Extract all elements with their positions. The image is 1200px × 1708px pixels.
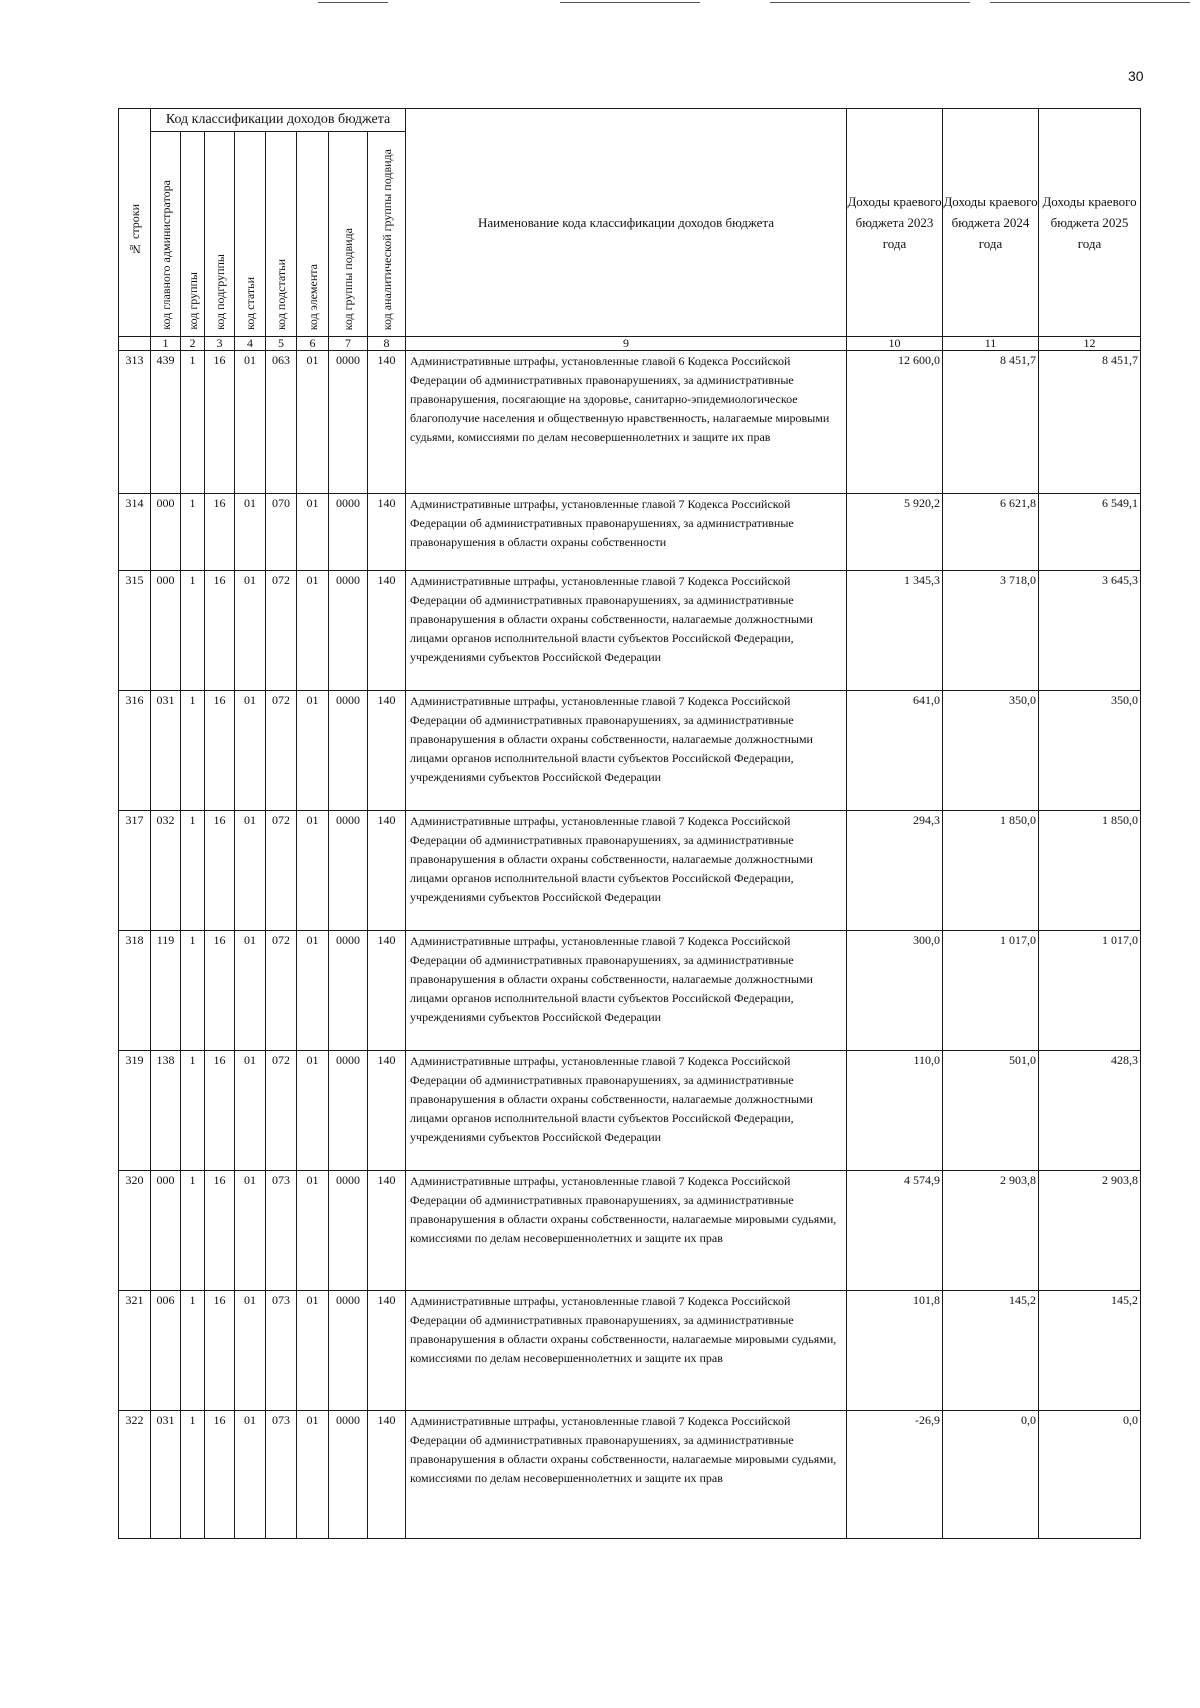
table-header-row [119, 109, 1141, 132]
subarticle-code-cell: 063 [266, 351, 297, 494]
group-code-cell: 1 [181, 1171, 205, 1291]
group-code-cell: 1 [181, 811, 205, 931]
income-2024-cell: 501,0 [943, 1051, 1039, 1171]
row-number-cell: 320 [119, 1171, 151, 1291]
income-name-cell: Административные штрафы, установленные главой 7 Кодекса Российской Федерации об административных правонарушениях, за административные правонарушения в области охраны собственности, налагаемые должностными лицами органов исполнительной власти субъектов Российской Федерации, учреждениями субъектов Российской Федерации [406, 931, 847, 1051]
header-income-2024: Доходы краевого бюджета 2024 года [943, 109, 1039, 337]
subtype-group-code-cell: 0000 [329, 1051, 368, 1171]
table-row [119, 811, 1141, 931]
income-2025-cell: 3 645,3 [1039, 571, 1141, 691]
column-number-cell: 7 [329, 337, 368, 351]
subarticle-code-cell: 073 [266, 1171, 297, 1291]
header-article-code-label: код статьи [243, 277, 257, 330]
group-code-cell: 1 [181, 931, 205, 1051]
header-element-code [297, 132, 329, 337]
admin-code-cell: 000 [151, 571, 181, 691]
income-2023-cell: 4 574,9 [847, 1171, 943, 1291]
header-group-code-label: код группы [185, 272, 200, 330]
analytic-group-code-cell: 140 [368, 691, 406, 811]
admin-code-cell: 000 [151, 494, 181, 571]
column-number-cell: 12 [1039, 337, 1141, 351]
subgroup-code-cell: 16 [205, 811, 235, 931]
analytic-group-code-cell: 140 [368, 571, 406, 691]
header-row-number-label: № строки [127, 204, 142, 256]
admin-code-cell: 006 [151, 1291, 181, 1411]
column-number-cell: 10 [847, 337, 943, 351]
admin-code-cell: 119 [151, 931, 181, 1051]
article-code-cell: 01 [235, 931, 266, 1051]
income-2024-cell: 1 017,0 [943, 931, 1039, 1051]
income-2023-cell: 300,0 [847, 931, 943, 1051]
article-code-cell: 01 [235, 571, 266, 691]
income-2023-cell: 110,0 [847, 1051, 943, 1171]
subtype-group-code-cell: 0000 [329, 494, 368, 571]
header-row-number [119, 109, 151, 337]
scan-edge-line [560, 2, 700, 3]
subgroup-code-cell: 16 [205, 691, 235, 811]
income-2025-cell: 0,0 [1039, 1411, 1141, 1539]
subtype-group-code-cell: 0000 [329, 1411, 368, 1539]
group-code-cell: 1 [181, 691, 205, 811]
income-2025-cell: 350,0 [1039, 691, 1141, 811]
admin-code-cell: 031 [151, 691, 181, 811]
income-2024-cell: 6 621,8 [943, 494, 1039, 571]
column-number-cell: 4 [235, 337, 266, 351]
table-row [119, 691, 1141, 811]
subarticle-code-cell: 072 [266, 931, 297, 1051]
income-name-cell: Административные штрафы, установленные главой 7 Кодекса Российской Федерации об административных правонарушениях, за административные правонарушения в области охраны собственности, налагаемые мировыми судьями, комиссиями по делам несовершеннолетних и защите их прав [406, 1411, 847, 1539]
subtype-group-code-cell: 0000 [329, 691, 368, 811]
analytic-group-code-cell: 140 [368, 494, 406, 571]
group-code-cell: 1 [181, 494, 205, 571]
group-code-cell: 1 [181, 1051, 205, 1171]
column-number-cell: 2 [181, 337, 205, 351]
table-row [119, 1411, 1141, 1539]
income-2024-cell: 3 718,0 [943, 571, 1039, 691]
header-subgroup-code-label: код подгруппы [212, 254, 227, 330]
subtype-group-code-cell: 0000 [329, 1171, 368, 1291]
analytic-group-code-cell: 140 [368, 811, 406, 931]
column-number-row [119, 337, 1141, 351]
header-analytic-group-code [368, 132, 406, 337]
income-name-cell: Административные штрафы, установленные главой 6 Кодекса Российской Федерации об административных правонарушениях, за административные правонарушения, посягающие на здоровье, санитарно-эпидемиологическое благополучие населения и общественную нравственность, налагаемые мировыми судьями, комиссиями по делам несовершеннолетних и защите их прав [406, 351, 847, 494]
subarticle-code-cell: 072 [266, 811, 297, 931]
group-code-cell: 1 [181, 571, 205, 691]
income-2023-cell: -26,9 [847, 1411, 943, 1539]
row-number-cell: 319 [119, 1051, 151, 1171]
analytic-group-code-cell: 140 [368, 1411, 406, 1539]
income-2025-cell: 1 850,0 [1039, 811, 1141, 931]
income-2023-cell: 101,8 [847, 1291, 943, 1411]
header-subgroup-code [205, 132, 235, 337]
income-name-cell: Административные штрафы, установленные главой 7 Кодекса Российской Федерации об административных правонарушениях, за административные правонарушения в области охраны собственности, налагаемые должностными лицами органов исполнительной власти субъектов Российской Федерации, учреждениями субъектов Российской Федерации [406, 1051, 847, 1171]
analytic-group-code-cell: 140 [368, 351, 406, 494]
article-code-cell: 01 [235, 351, 266, 494]
income-name-cell: Административные штрафы, установленные главой 7 Кодекса Российской Федерации об административных правонарушениях, за административные правонарушения в области охраны собственности, налагаемые должностными лицами органов исполнительной власти субъектов Российской Федерации, учреждениями субъектов Российской Федерации [406, 571, 847, 691]
element-code-cell: 01 [297, 931, 329, 1051]
row-number-cell: 315 [119, 571, 151, 691]
income-name-cell: Административные штрафы, установленные главой 7 Кодекса Российской Федерации об административных правонарушениях, за административные правонарушения в области охраны собственности, налагаемые мировыми судьями, комиссиями по делам несовершеннолетних и защите их прав [406, 1291, 847, 1411]
header-classification-code-group: Код классификации доходов бюджета [151, 109, 406, 132]
header-income-2023: Доходы краевого бюджета 2023 года [847, 109, 943, 337]
scan-edge-line [770, 2, 970, 3]
table-row [119, 1171, 1141, 1291]
income-2023-cell: 12 600,0 [847, 351, 943, 494]
subarticle-code-cell: 072 [266, 571, 297, 691]
income-2025-cell: 8 451,7 [1039, 351, 1141, 494]
analytic-group-code-cell: 140 [368, 931, 406, 1051]
income-2025-cell: 145,2 [1039, 1291, 1141, 1411]
row-number-cell: 314 [119, 494, 151, 571]
admin-code-cell: 138 [151, 1051, 181, 1171]
analytic-group-code-cell: 140 [368, 1291, 406, 1411]
group-code-cell: 1 [181, 1411, 205, 1539]
budget-income-table [118, 108, 1141, 1539]
header-element-code-label: код элемента [305, 263, 320, 330]
header-subtype-group-code-label: код группы подвида [341, 227, 355, 330]
income-2024-cell: 0,0 [943, 1411, 1039, 1539]
column-number-cell: 8 [368, 337, 406, 351]
analytic-group-code-cell: 140 [368, 1051, 406, 1171]
table-row [119, 1291, 1141, 1411]
group-code-cell: 1 [181, 351, 205, 494]
row-number-cell: 313 [119, 351, 151, 494]
subgroup-code-cell: 16 [205, 931, 235, 1051]
header-group-code [181, 132, 205, 337]
page-number: 30 [1128, 68, 1144, 84]
income-2023-cell: 5 920,2 [847, 494, 943, 571]
income-2024-cell: 2 903,8 [943, 1171, 1039, 1291]
article-code-cell: 01 [235, 1291, 266, 1411]
row-number-cell: 316 [119, 691, 151, 811]
article-code-cell: 01 [235, 1171, 266, 1291]
income-name-cell: Административные штрафы, установленные главой 7 Кодекса Российской Федерации об административных правонарушениях, за административные правонарушения в области охраны собственности, налагаемые должностными лицами органов исполнительной власти субъектов Российской Федерации, учреждениями субъектов Российской Федерации [406, 691, 847, 811]
table-row [119, 1051, 1141, 1171]
column-number-cell: 3 [205, 337, 235, 351]
header-analytic-group-code-label: код аналитической группы подвида [379, 148, 394, 330]
table-row [119, 931, 1141, 1051]
article-code-cell: 01 [235, 691, 266, 811]
column-number-cell [119, 337, 151, 351]
element-code-cell: 01 [297, 811, 329, 931]
group-code-cell: 1 [181, 1291, 205, 1411]
row-number-cell: 317 [119, 811, 151, 931]
subtype-group-code-cell: 0000 [329, 571, 368, 691]
table-row [119, 351, 1141, 494]
row-number-cell: 322 [119, 1411, 151, 1539]
income-name-cell: Административные штрафы, установленные главой 7 Кодекса Российской Федерации об административных правонарушениях, за административные правонарушения в области охраны собственности [406, 494, 847, 571]
column-number-cell: 9 [406, 337, 847, 351]
header-income-2025: Доходы краевого бюджета 2025 года [1039, 109, 1141, 337]
income-2025-cell: 6 549,1 [1039, 494, 1141, 571]
subarticle-code-cell: 072 [266, 1051, 297, 1171]
element-code-cell: 01 [297, 351, 329, 494]
subarticle-code-cell: 070 [266, 494, 297, 571]
article-code-cell: 01 [235, 1051, 266, 1171]
scan-edge-line [318, 2, 388, 3]
article-code-cell: 01 [235, 811, 266, 931]
subarticle-code-cell: 073 [266, 1411, 297, 1539]
header-subarticle-code [266, 132, 297, 337]
subgroup-code-cell: 16 [205, 571, 235, 691]
header-admin-code-label: код главного администратора [158, 180, 173, 330]
income-2024-cell: 350,0 [943, 691, 1039, 811]
income-2025-cell: 1 017,0 [1039, 931, 1141, 1051]
income-2024-cell: 145,2 [943, 1291, 1039, 1411]
element-code-cell: 01 [297, 1171, 329, 1291]
scan-edge-line [990, 2, 1190, 3]
column-number-cell: 5 [266, 337, 297, 351]
income-2023-cell: 641,0 [847, 691, 943, 811]
header-article-code [235, 132, 266, 337]
subgroup-code-cell: 16 [205, 1171, 235, 1291]
income-name-cell: Административные штрафы, установленные главой 7 Кодекса Российской Федерации об административных правонарушениях, за административные правонарушения в области охраны собственности, налагаемые должностными лицами органов исполнительной власти субъектов Российской Федерации, учреждениями субъектов Российской Федерации [406, 811, 847, 931]
element-code-cell: 01 [297, 571, 329, 691]
row-number-cell: 318 [119, 931, 151, 1051]
row-number-cell: 321 [119, 1291, 151, 1411]
admin-code-cell: 000 [151, 1171, 181, 1291]
subgroup-code-cell: 16 [205, 1051, 235, 1171]
subgroup-code-cell: 16 [205, 1291, 235, 1411]
income-2025-cell: 428,3 [1039, 1051, 1141, 1171]
income-2023-cell: 294,3 [847, 811, 943, 931]
header-subtype-group-code [329, 132, 368, 337]
header-admin-code [151, 132, 181, 337]
article-code-cell: 01 [235, 494, 266, 571]
subtype-group-code-cell: 0000 [329, 931, 368, 1051]
element-code-cell: 01 [297, 1051, 329, 1171]
subgroup-code-cell: 16 [205, 351, 235, 494]
element-code-cell: 01 [297, 1411, 329, 1539]
income-2024-cell: 1 850,0 [943, 811, 1039, 931]
element-code-cell: 01 [297, 1291, 329, 1411]
subgroup-code-cell: 16 [205, 494, 235, 571]
subtype-group-code-cell: 0000 [329, 1291, 368, 1411]
admin-code-cell: 032 [151, 811, 181, 931]
income-name-cell: Административные штрафы, установленные главой 7 Кодекса Российской Федерации об административных правонарушениях, за административные правонарушения в области охраны собственности, налагаемые мировыми судьями, комиссиями по делам несовершеннолетних и защите их прав [406, 1171, 847, 1291]
table-row [119, 571, 1141, 691]
income-2025-cell: 2 903,8 [1039, 1171, 1141, 1291]
header-name: Наименование кода классификации доходов бюджета [406, 109, 847, 337]
income-2023-cell: 1 345,3 [847, 571, 943, 691]
element-code-cell: 01 [297, 494, 329, 571]
admin-code-cell: 031 [151, 1411, 181, 1539]
element-code-cell: 01 [297, 691, 329, 811]
analytic-group-code-cell: 140 [368, 1171, 406, 1291]
income-2024-cell: 8 451,7 [943, 351, 1039, 494]
article-code-cell: 01 [235, 1411, 266, 1539]
subarticle-code-cell: 072 [266, 691, 297, 811]
table-row [119, 494, 1141, 571]
header-subarticle-code-label: код подстатьи [274, 258, 288, 330]
column-number-cell: 1 [151, 337, 181, 351]
subtype-group-code-cell: 0000 [329, 351, 368, 494]
subtype-group-code-cell: 0000 [329, 811, 368, 931]
subarticle-code-cell: 073 [266, 1291, 297, 1411]
column-number-cell: 6 [297, 337, 329, 351]
column-number-cell: 11 [943, 337, 1039, 351]
subgroup-code-cell: 16 [205, 1411, 235, 1539]
admin-code-cell: 439 [151, 351, 181, 494]
